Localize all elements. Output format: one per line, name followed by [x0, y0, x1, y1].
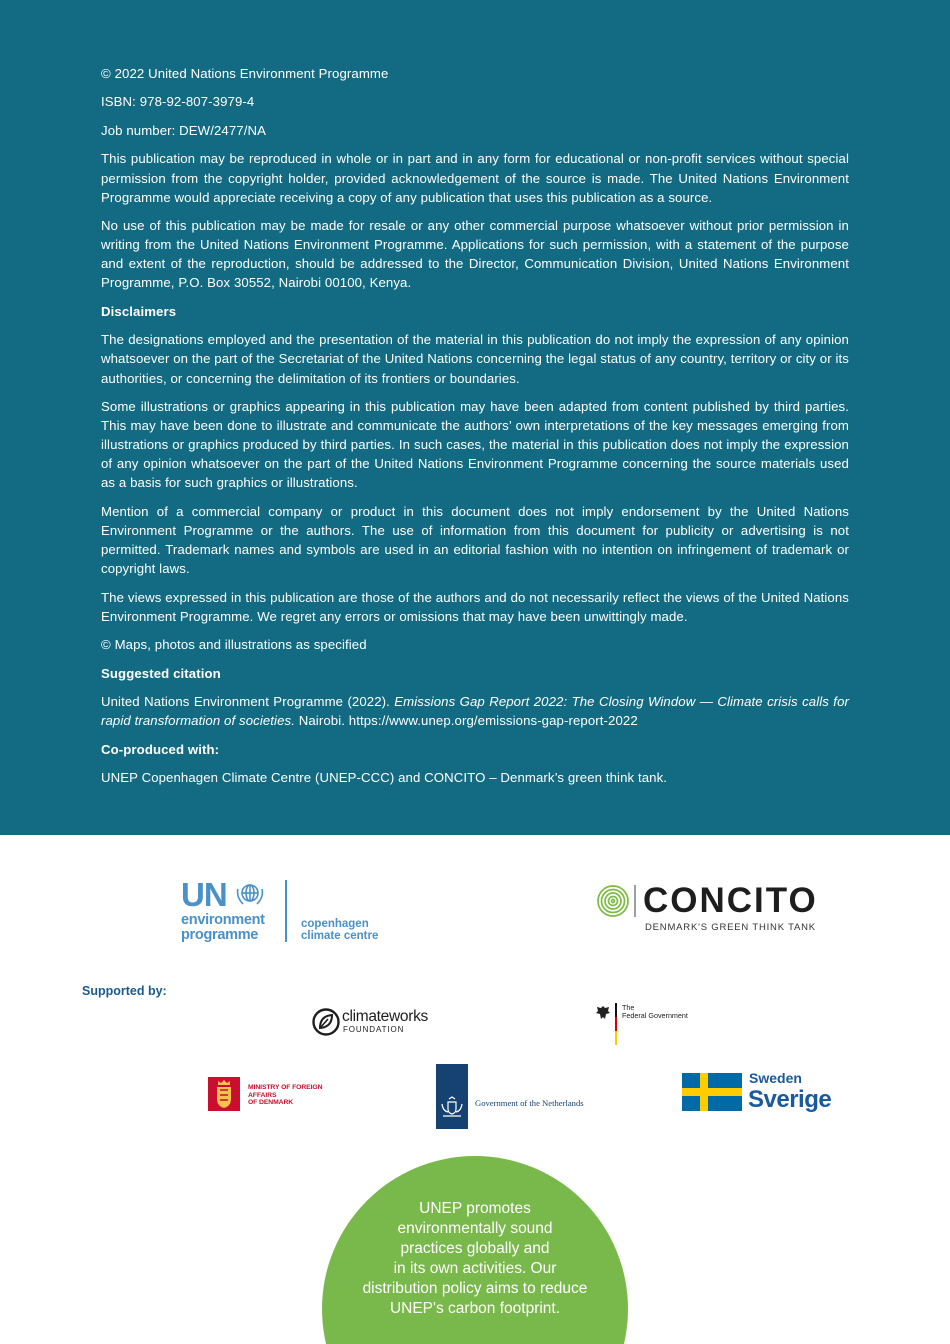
- disclaimers-heading: Disclaimers: [101, 303, 177, 319]
- sustainability-note: [352, 1199, 598, 1319]
- sustainability-note-line: UNEP's carbon footprint.: [389, 1300, 561, 1317]
- denmark-mfa-line1: MINISTRY OF FOREIGN AFFAIRS: [248, 1084, 323, 1099]
- maps-credit: © Maps, photos and illustrations as specified: [101, 637, 367, 653]
- german-flag-stripe: [615, 1003, 617, 1045]
- programme-word: programme: [181, 927, 259, 943]
- supported-by-label: Supported by:: [82, 984, 167, 998]
- citation-suffix: Nairobi. https://www.unep.org/emissions-gap-report-2022: [294, 713, 638, 729]
- denmark-mfa-logo: [208, 1077, 348, 1111]
- sustainability-note-line: distribution policy aims to reduce: [362, 1280, 588, 1297]
- logo-divider: [285, 880, 287, 942]
- concito-tagline: DENMARK'S GREEN THINK TANK: [645, 922, 816, 933]
- environment-word: environment: [181, 912, 265, 928]
- netherlands-government-text: Government of the Netherlands: [475, 1098, 584, 1108]
- copenhagen-climate-centre-wordmark: [301, 918, 378, 942]
- legal-text-column: [101, 64, 849, 797]
- denmark-mfa-line2: OF DENMARK: [248, 1099, 294, 1106]
- danish-crest-icon: [208, 1077, 240, 1111]
- sustainability-note-line: UNEP promotes: [419, 1200, 531, 1217]
- swedish-flag-icon: [682, 1073, 742, 1111]
- concito-divider: [634, 885, 636, 917]
- coproduced-text: UNEP Copenhagen Climate Centre (UNEP-CCC) and CONCITO – Denmark’s green think tank.: [101, 770, 668, 786]
- concito-wordmark: CONCITO: [643, 881, 818, 920]
- netherlands-government-logo: [436, 1064, 606, 1130]
- illustrations-disclaimer: Some illustrations or graphics appearing in this publication may have been adapted from content published by third parties. This may have been done to illustrate and communicate the authors’ own interpretations of the key messages emerging from illustrations or graphics produced by third parties. In such cases, the material in this publication does not imply the expression of any opinion whatsoever on the part of the United Nations Environment Programme concerning the source materials used as a basis for such graphics or illustrations.: [101, 399, 849, 491]
- fingerprint-icon: [596, 884, 630, 918]
- federal-eagle-icon: [596, 1005, 610, 1021]
- climateworks-wordmark: climateworks: [342, 1008, 428, 1025]
- sustainability-note-line: environmentally sound: [397, 1220, 553, 1237]
- unep-ccc-logo: [181, 878, 391, 948]
- climate-centre-word: climate centre: [301, 930, 379, 942]
- concito-logo: [596, 881, 836, 934]
- german-government-text: [622, 1004, 688, 1020]
- un-wordmark: UN: [181, 876, 227, 913]
- reproduction-notice: This publication may be reproduced in whole or in part and in any form for educational or non-profit services without special permission from the copyright holder, provided acknowledgement of the source is made. The United Nations Environment Programme would appreciate receiving a copy of any publication that uses this publication as a source.: [101, 151, 849, 205]
- citation-text: [101, 692, 849, 730]
- sverige-word: Sverige: [748, 1086, 832, 1113]
- un-emblem-icon: [233, 880, 267, 908]
- denmark-mfa-text: [248, 1084, 348, 1107]
- sweden-logo: [682, 1071, 832, 1115]
- dutch-crest-icon: [440, 1096, 464, 1118]
- climateworks-logo: [312, 1008, 437, 1038]
- sustainability-note-line: practices globally and: [400, 1240, 550, 1257]
- no-resale-notice: No use of this publication may be made for resale or any other commercial purpose whatsoever without prior permission in writing from the United Nations Environment Programme. Applications for such permission, with a statement of the purpose and extent of the reproduction, should be addressed to the Director, Communication Division, United Nations Environment Programme, P.O. Box 30552, Nairobi 00100, Kenya.: [101, 218, 849, 291]
- german-government-line2: Federal Government: [622, 1011, 688, 1020]
- job-number: Job number: DEW/2477/NA: [101, 122, 267, 138]
- isbn: ISBN: 978-92-807-3979-4: [101, 94, 255, 110]
- sustainability-note-line: in its own activities. Our: [393, 1260, 557, 1277]
- citation-prefix: United Nations Environment Programme (2022).: [101, 694, 395, 710]
- commercial-disclaimer: Mention of a commercial company or product in this document does not imply endorsement by the United Nations Environment Programme or the authors. The use of information from this document for publicity or advertising is not permitted. Trademark names and symbols are used in an editorial fashion with no intention on infringement of trademark or copyright laws.: [101, 503, 849, 577]
- citation-heading: Suggested citation: [101, 665, 221, 681]
- german-federal-government-logo: [596, 1003, 706, 1047]
- german-government-line1: The: [622, 1003, 635, 1012]
- sweden-word: Sweden: [749, 1070, 802, 1086]
- copenhagen-word: copenhagen: [301, 918, 369, 930]
- designations-disclaimer: The designations employed and the presentation of the material in this publication do not imply the expression of any opinion whatsoever on the part of the Secretariat of the United Nations concerning the legal status of any country, territory or city or its authorities, or concerning the delimitation of its frontiers or boundaries.: [101, 332, 849, 386]
- copyright-line: © 2022 United Nations Environment Programme: [101, 66, 389, 81]
- climateworks-leaf-icon: [312, 1008, 340, 1036]
- environment-programme-wordmark: [181, 913, 265, 943]
- coproduced-heading: Co-produced with:: [101, 741, 220, 757]
- views-disclaimer: The views expressed in this publication are those of the authors and do not necessarily reflect the views of the United Nations Environment Programme. We regret any errors or omissions that may have been unwittingly made.: [101, 589, 849, 624]
- citation-title: Emissions Gap Report 2022: The Closing Window — Climate crisis calls for rapid transformation of societies.: [101, 694, 849, 729]
- climateworks-foundation: FOUNDATION: [343, 1025, 405, 1034]
